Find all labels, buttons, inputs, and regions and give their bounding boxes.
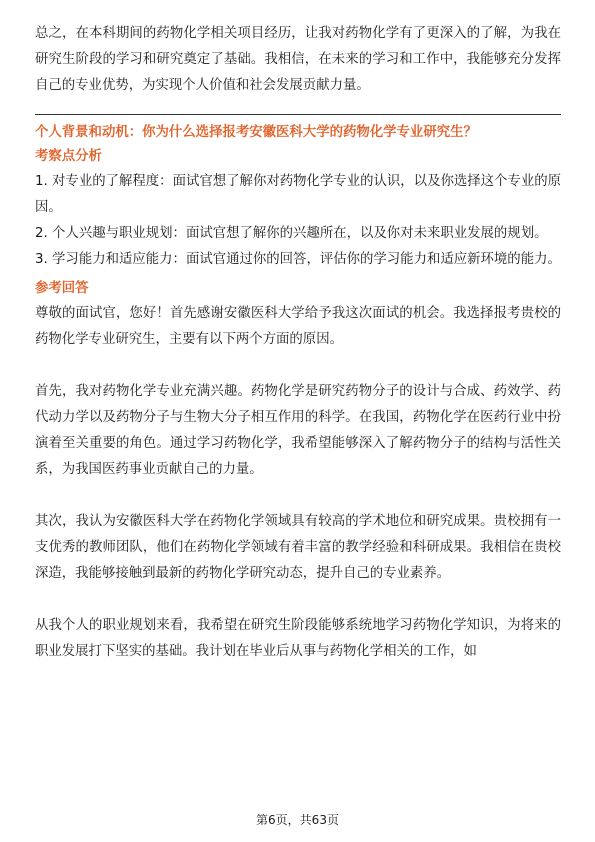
analysis-item-2: 2. 个人兴趣与职业规划：面试官想了解你的兴趣所在，以及你对未来职业发展的规划。	[35, 226, 548, 241]
analysis-item-1: 1. 对专业的了解程度：面试官想了解你对药物化学专业的认识，以及你选择这个专业的原因。	[35, 174, 561, 215]
section-divider	[35, 114, 561, 115]
answer-heading: 参考回答	[35, 281, 89, 296]
paragraph-spacer	[35, 483, 561, 509]
question-title: 个人背景和动机：你为什么选择报考安徽医科大学的药物化学专业研究生？	[35, 125, 477, 140]
paragraph-spacer	[35, 587, 561, 613]
answer-paragraph-3: 其次，我认为安徽医科大学在药物化学领域具有较高的学术地位和研究成果。贵校拥有一支优秀的教师团队，他们在药物化学领域有着丰富的教学经验和科研成果。我相信在贵校深造，我能够接触到最新的药物化学研究动态，提升自己的专业素养。	[35, 514, 561, 581]
answer-paragraph-1: 尊敬的面试官，您好！首先感谢安徽医科大学给予我这次面试的机会。我选择报考贵校的药物化学专业研究生，主要有以下两个方面的原因。	[35, 306, 561, 347]
page-number-footer: 第6页，共63页	[256, 813, 339, 827]
analysis-item-3: 3. 学习能力和适应能力：面试官通过你的回答，评估你的学习能力和适应新环境的能力。	[35, 252, 561, 267]
answer-paragraph-2: 首先，我对药物化学专业充满兴趣。药物化学是研究药物分子的设计与合成、药效学、药代动力学以及药物分子与生物大分子相互作用的科学。在我国，药物化学在医药行业中扮演着至关重要的角色。通过学习药物化学，我希望能够深入了解药物分子的结构与活性关系，为我国医药事业贡献自己的力量。	[35, 384, 561, 477]
answer-paragraph-4: 从我个人的职业规划来看，我希望在研究生阶段能够系统地学习药物化学知识，为将来的职业发展打下坚实的基础。我计划在毕业后从事与药物化学相关的工作，如	[35, 618, 561, 659]
analysis-heading: 考察点分析	[35, 149, 102, 164]
intro-paragraph: 总之，在本科期间的药物化学相关项目经历，让我对药物化学有了更深入的了解，为我在研究生阶段的学习和研究奠定了基础。我相信，在未来的学习和工作中，我能够充分发挥自己的专业优势，为实现个人价值和社会发展贡献力量。	[35, 26, 561, 93]
page-content	[35, 21, 561, 665]
paragraph-spacer	[35, 353, 561, 379]
